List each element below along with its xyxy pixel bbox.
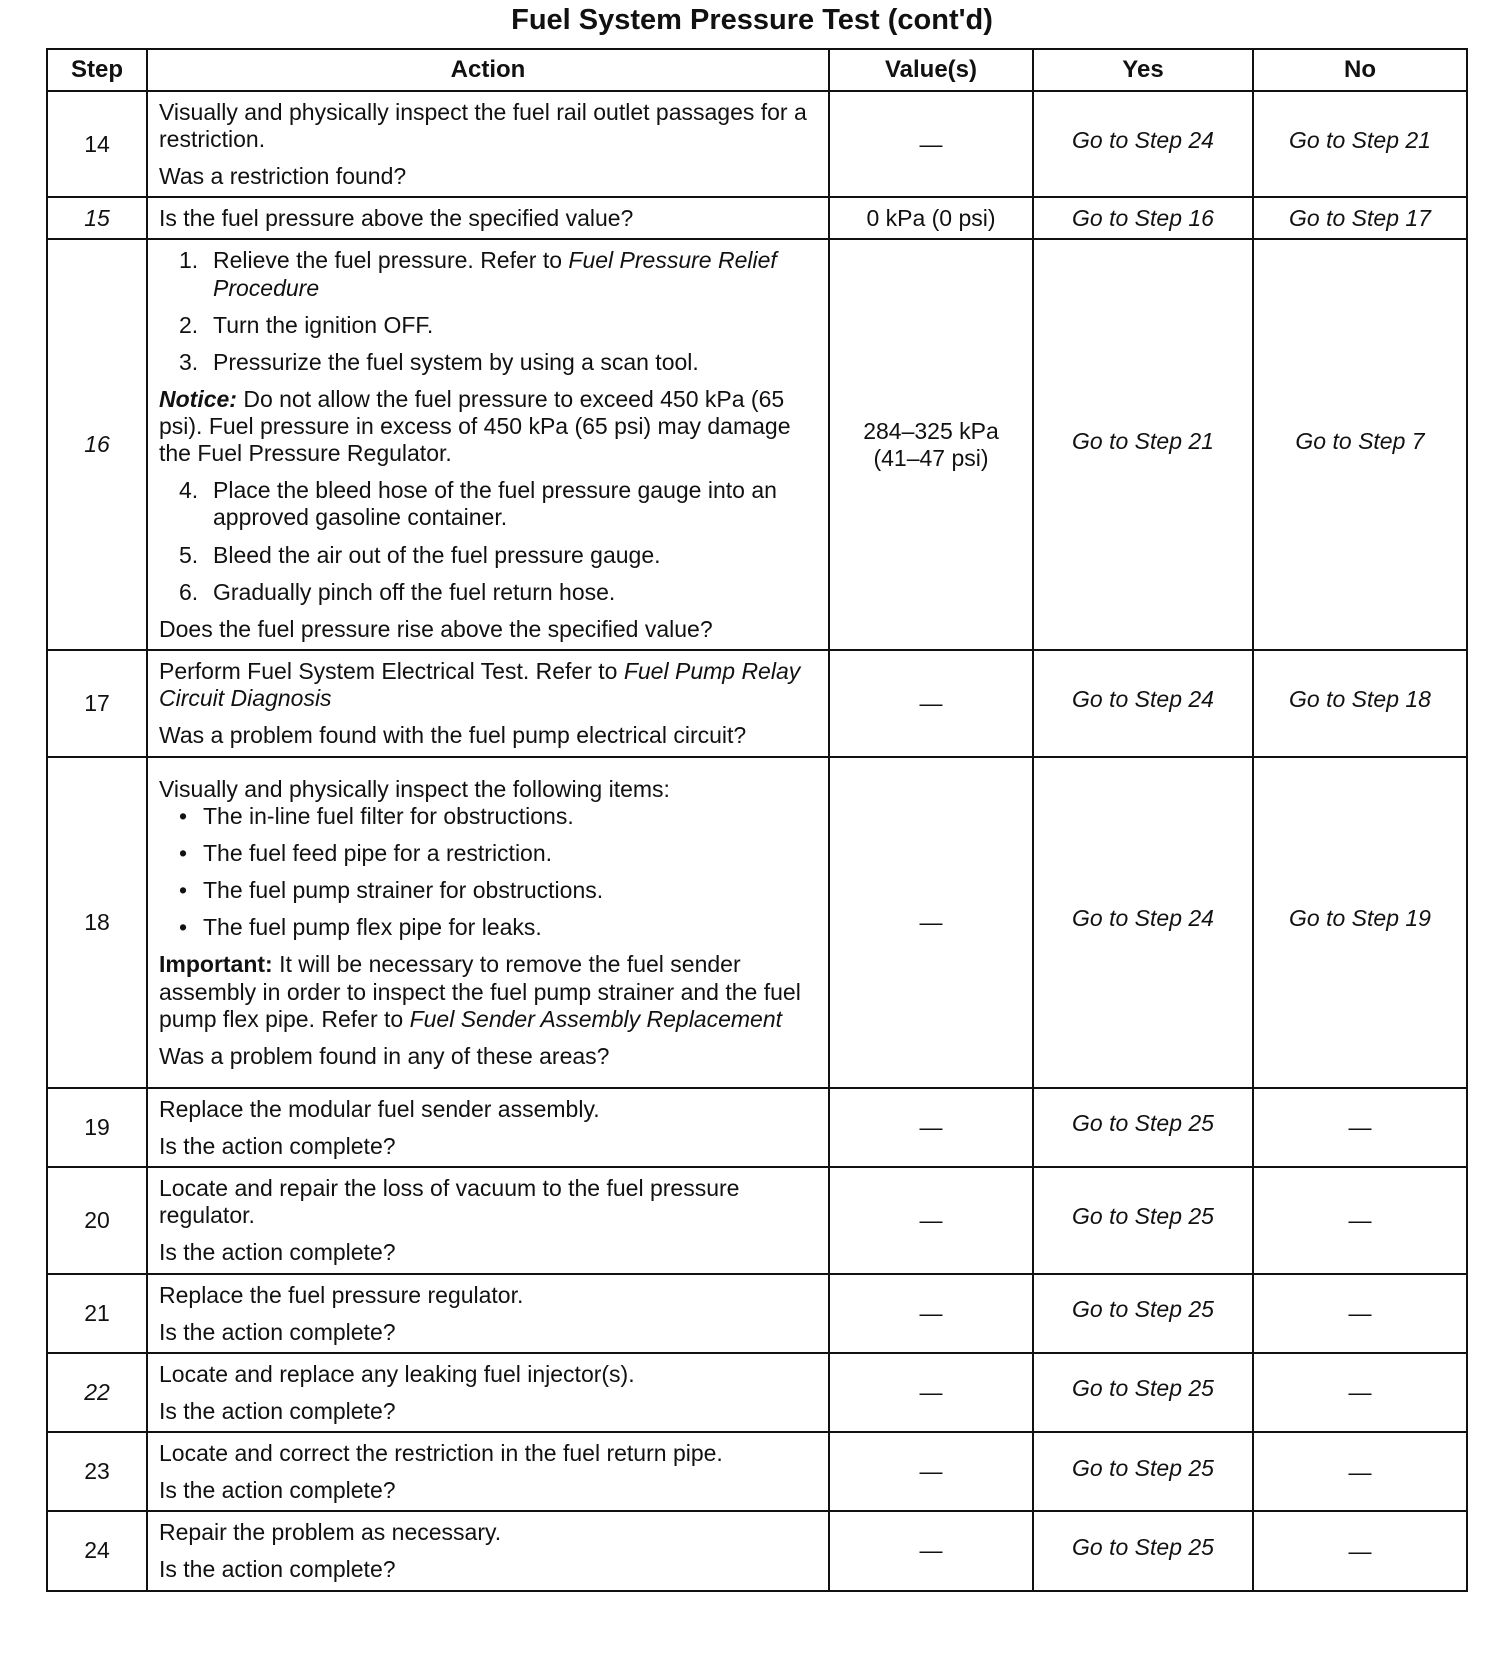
action-cell [147, 757, 829, 1088]
table-row-step-16 [47, 239, 1467, 650]
yes-cell: Go to Step 25 [1033, 1353, 1253, 1432]
action-text [159, 658, 818, 712]
yes-cell: Go to Step 24 [1033, 650, 1253, 757]
yes-cell: Go to Step 25 [1033, 1088, 1253, 1167]
action-text: Visually and physically inspect the fuel rail outlet passages for a restriction. [159, 99, 807, 153]
table-row-step-22 [47, 1353, 1467, 1432]
list-item [179, 877, 818, 904]
action-text: Locate and repair the loss of vacuum to the fuel pressure regulator. [159, 1175, 740, 1229]
no-cell: — [1253, 1274, 1467, 1353]
bullet-mark: • [179, 802, 188, 829]
yes-cell: Go to Step 24 [1033, 757, 1253, 1088]
action-question: Is the action complete? [159, 1133, 396, 1159]
action-text: Replace the fuel pressure regulator. [159, 1281, 524, 1308]
step-number: 17 [47, 650, 147, 757]
list-item-number: 1. [179, 247, 199, 274]
notice-note [159, 386, 818, 467]
list-item-text: The fuel feed pipe for a restriction. [203, 840, 553, 867]
step-number: 22 [47, 1353, 147, 1432]
list-item-number: 2. [179, 311, 199, 338]
bullet-mark: • [179, 877, 188, 904]
action-cell [147, 650, 829, 757]
list-item-number: 5. [179, 541, 199, 568]
action-question: Is the action complete? [159, 1556, 396, 1583]
list-item-text: The fuel pump strainer for obstructions. [203, 877, 604, 904]
list-item-text: Turn the ignition OFF. [213, 311, 434, 338]
action-text: Locate and correct the restriction in the fuel return pipe. [159, 1440, 723, 1466]
table-row-step-23 [47, 1432, 1467, 1511]
table-row-step-17 [47, 650, 1467, 757]
no-cell: — [1253, 1511, 1467, 1590]
list-item [179, 247, 818, 301]
no-cell: — [1253, 1353, 1467, 1432]
no-cell: Go to Step 19 [1253, 757, 1467, 1088]
column-header-no: No [1253, 49, 1467, 91]
action-question: Was a restriction found? [159, 163, 407, 190]
no-cell: Go to Step 17 [1253, 197, 1467, 239]
step-number: 21 [47, 1274, 147, 1353]
list-item-text: The in-line fuel filter for obstructions. [203, 802, 574, 829]
column-header-step: Step [47, 49, 147, 91]
notice-text: Do not allow the fuel pressure to exceed 450 kPa (65 psi). Fuel pressure in excess of 450 kPa (65 psi) may damage the Fuel Pressure Regulator. [159, 385, 791, 467]
value-cell: — [829, 1167, 1033, 1273]
list-item-text: Gradually pinch off the fuel return hose. [213, 578, 616, 605]
action-cell [147, 1511, 829, 1590]
step-number: 19 [47, 1088, 147, 1167]
step-number: 14 [47, 91, 147, 197]
action-cell [147, 1167, 829, 1273]
yes-cell: Go to Step 24 [1033, 91, 1253, 197]
action-question: Is the action complete? [159, 1397, 396, 1424]
value-cell: — [829, 1511, 1033, 1590]
no-cell: Go to Step 7 [1253, 239, 1467, 650]
value-cell: — [829, 650, 1033, 757]
table-row-step-21 [47, 1274, 1467, 1353]
action-text: Repair the problem as necessary. [159, 1519, 502, 1546]
step-number: 20 [47, 1167, 147, 1273]
action-question: Is the fuel pressure above the specified value? [159, 204, 634, 231]
yes-cell: Go to Step 25 [1033, 1511, 1253, 1590]
list-item [179, 477, 818, 531]
procedure-table [46, 48, 1468, 1592]
bullet-mark: • [179, 840, 188, 867]
important-text: It will be necessary to remove the fuel sender assembly in order to inspect the fuel pump strainer and the fuel pump flex pipe. Refer to [159, 951, 801, 1032]
table-row-step-24 [47, 1511, 1467, 1590]
value-line: (41–47 psi) [873, 444, 989, 471]
reference-link: Fuel Sender Assembly Replacement [409, 1005, 783, 1032]
no-cell: Go to Step 18 [1253, 650, 1467, 757]
bullet-mark: • [179, 914, 188, 941]
no-cell: — [1253, 1432, 1467, 1511]
value-cell [829, 239, 1033, 650]
yes-cell: Go to Step 21 [1033, 239, 1253, 650]
yes-cell: Go to Step 25 [1033, 1274, 1253, 1353]
value-cell: — [829, 1088, 1033, 1167]
action-question: Was a problem found with the fuel pump electrical circuit? [159, 722, 747, 749]
action-cell [147, 197, 829, 239]
list-item-number: 6. [179, 578, 199, 605]
table-row-step-14 [47, 91, 1467, 197]
list-item-body: Relieve the fuel pressure. Refer to [213, 247, 569, 274]
list-item [179, 803, 818, 830]
action-question: Does the fuel pressure rise above the specified value? [159, 615, 713, 642]
step-number: 18 [47, 757, 147, 1088]
value-cell: — [829, 757, 1033, 1088]
important-label: Important: [159, 951, 273, 978]
step-number: 16 [47, 239, 147, 650]
list-item [179, 312, 818, 339]
important-note [159, 951, 818, 1032]
no-cell: Go to Step 21 [1253, 91, 1467, 197]
table-row-step-19 [47, 1088, 1467, 1167]
action-cell [147, 239, 829, 650]
yes-cell: Go to Step 16 [1033, 197, 1253, 239]
reference-link: Fuel Pressure Relief Procedure [213, 247, 777, 301]
action-cell [147, 1432, 829, 1511]
column-header-yes: Yes [1033, 49, 1253, 91]
column-header-action: Action [147, 49, 829, 91]
action-cell [147, 91, 829, 197]
action-cell [147, 1353, 829, 1432]
list-item-text: The fuel pump flex pipe for leaks. [203, 914, 542, 941]
action-text-body: Perform Fuel System Electrical Test. Refer to [159, 658, 624, 685]
action-question: Is the action complete? [159, 1239, 396, 1266]
list-item [179, 542, 818, 569]
list-item-text: Pressurize the fuel system by using a scan tool. [213, 348, 699, 375]
list-item [179, 349, 818, 376]
value-cell: — [829, 1432, 1033, 1511]
value-cell: 0 kPa (0 psi) [829, 197, 1033, 239]
action-question: Was a problem found in any of these areas? [159, 1042, 610, 1069]
yes-cell: Go to Step 25 [1033, 1432, 1253, 1511]
value-cell: — [829, 91, 1033, 197]
table-row-step-18 [47, 757, 1467, 1088]
list-item [179, 914, 818, 941]
step-number: 24 [47, 1511, 147, 1590]
reference-link: Fuel Pump Relay Circuit Diagnosis [159, 658, 801, 712]
step-number: 23 [47, 1432, 147, 1511]
action-cell [147, 1274, 829, 1353]
value-cell: — [829, 1274, 1033, 1353]
value-line: 284–325 kPa [863, 417, 999, 444]
action-question: Is the action complete? [159, 1318, 396, 1345]
action-text: Replace the modular fuel sender assembly. [159, 1095, 600, 1122]
step-number: 15 [47, 197, 147, 239]
list-item-text [213, 247, 818, 301]
list-item-number: 3. [179, 348, 199, 375]
header-row [47, 49, 1467, 91]
notice-label: Notice: [159, 385, 237, 412]
no-cell: — [1253, 1088, 1467, 1167]
list-item [179, 840, 818, 867]
column-header-values: Value(s) [829, 49, 1033, 91]
action-question: Is the action complete? [159, 1477, 396, 1504]
action-text: Locate and replace any leaking fuel injector(s). [159, 1360, 635, 1387]
list-item-number: 4. [179, 477, 199, 504]
table-row-step-20 [47, 1167, 1467, 1273]
no-cell: — [1253, 1167, 1467, 1273]
list-item [179, 579, 818, 606]
action-intro: Visually and physically inspect the following items: [159, 775, 670, 802]
page-title: Fuel System Pressure Test (cont'd) [511, 4, 993, 36]
table-row-step-15 [47, 197, 1467, 239]
list-item-text: Place the bleed hose of the fuel pressure gauge into an approved gasoline container. [213, 477, 777, 531]
yes-cell: Go to Step 25 [1033, 1167, 1253, 1273]
action-cell [147, 1088, 829, 1167]
list-item-text: Bleed the air out of the fuel pressure gauge. [213, 541, 661, 568]
value-cell: — [829, 1353, 1033, 1432]
